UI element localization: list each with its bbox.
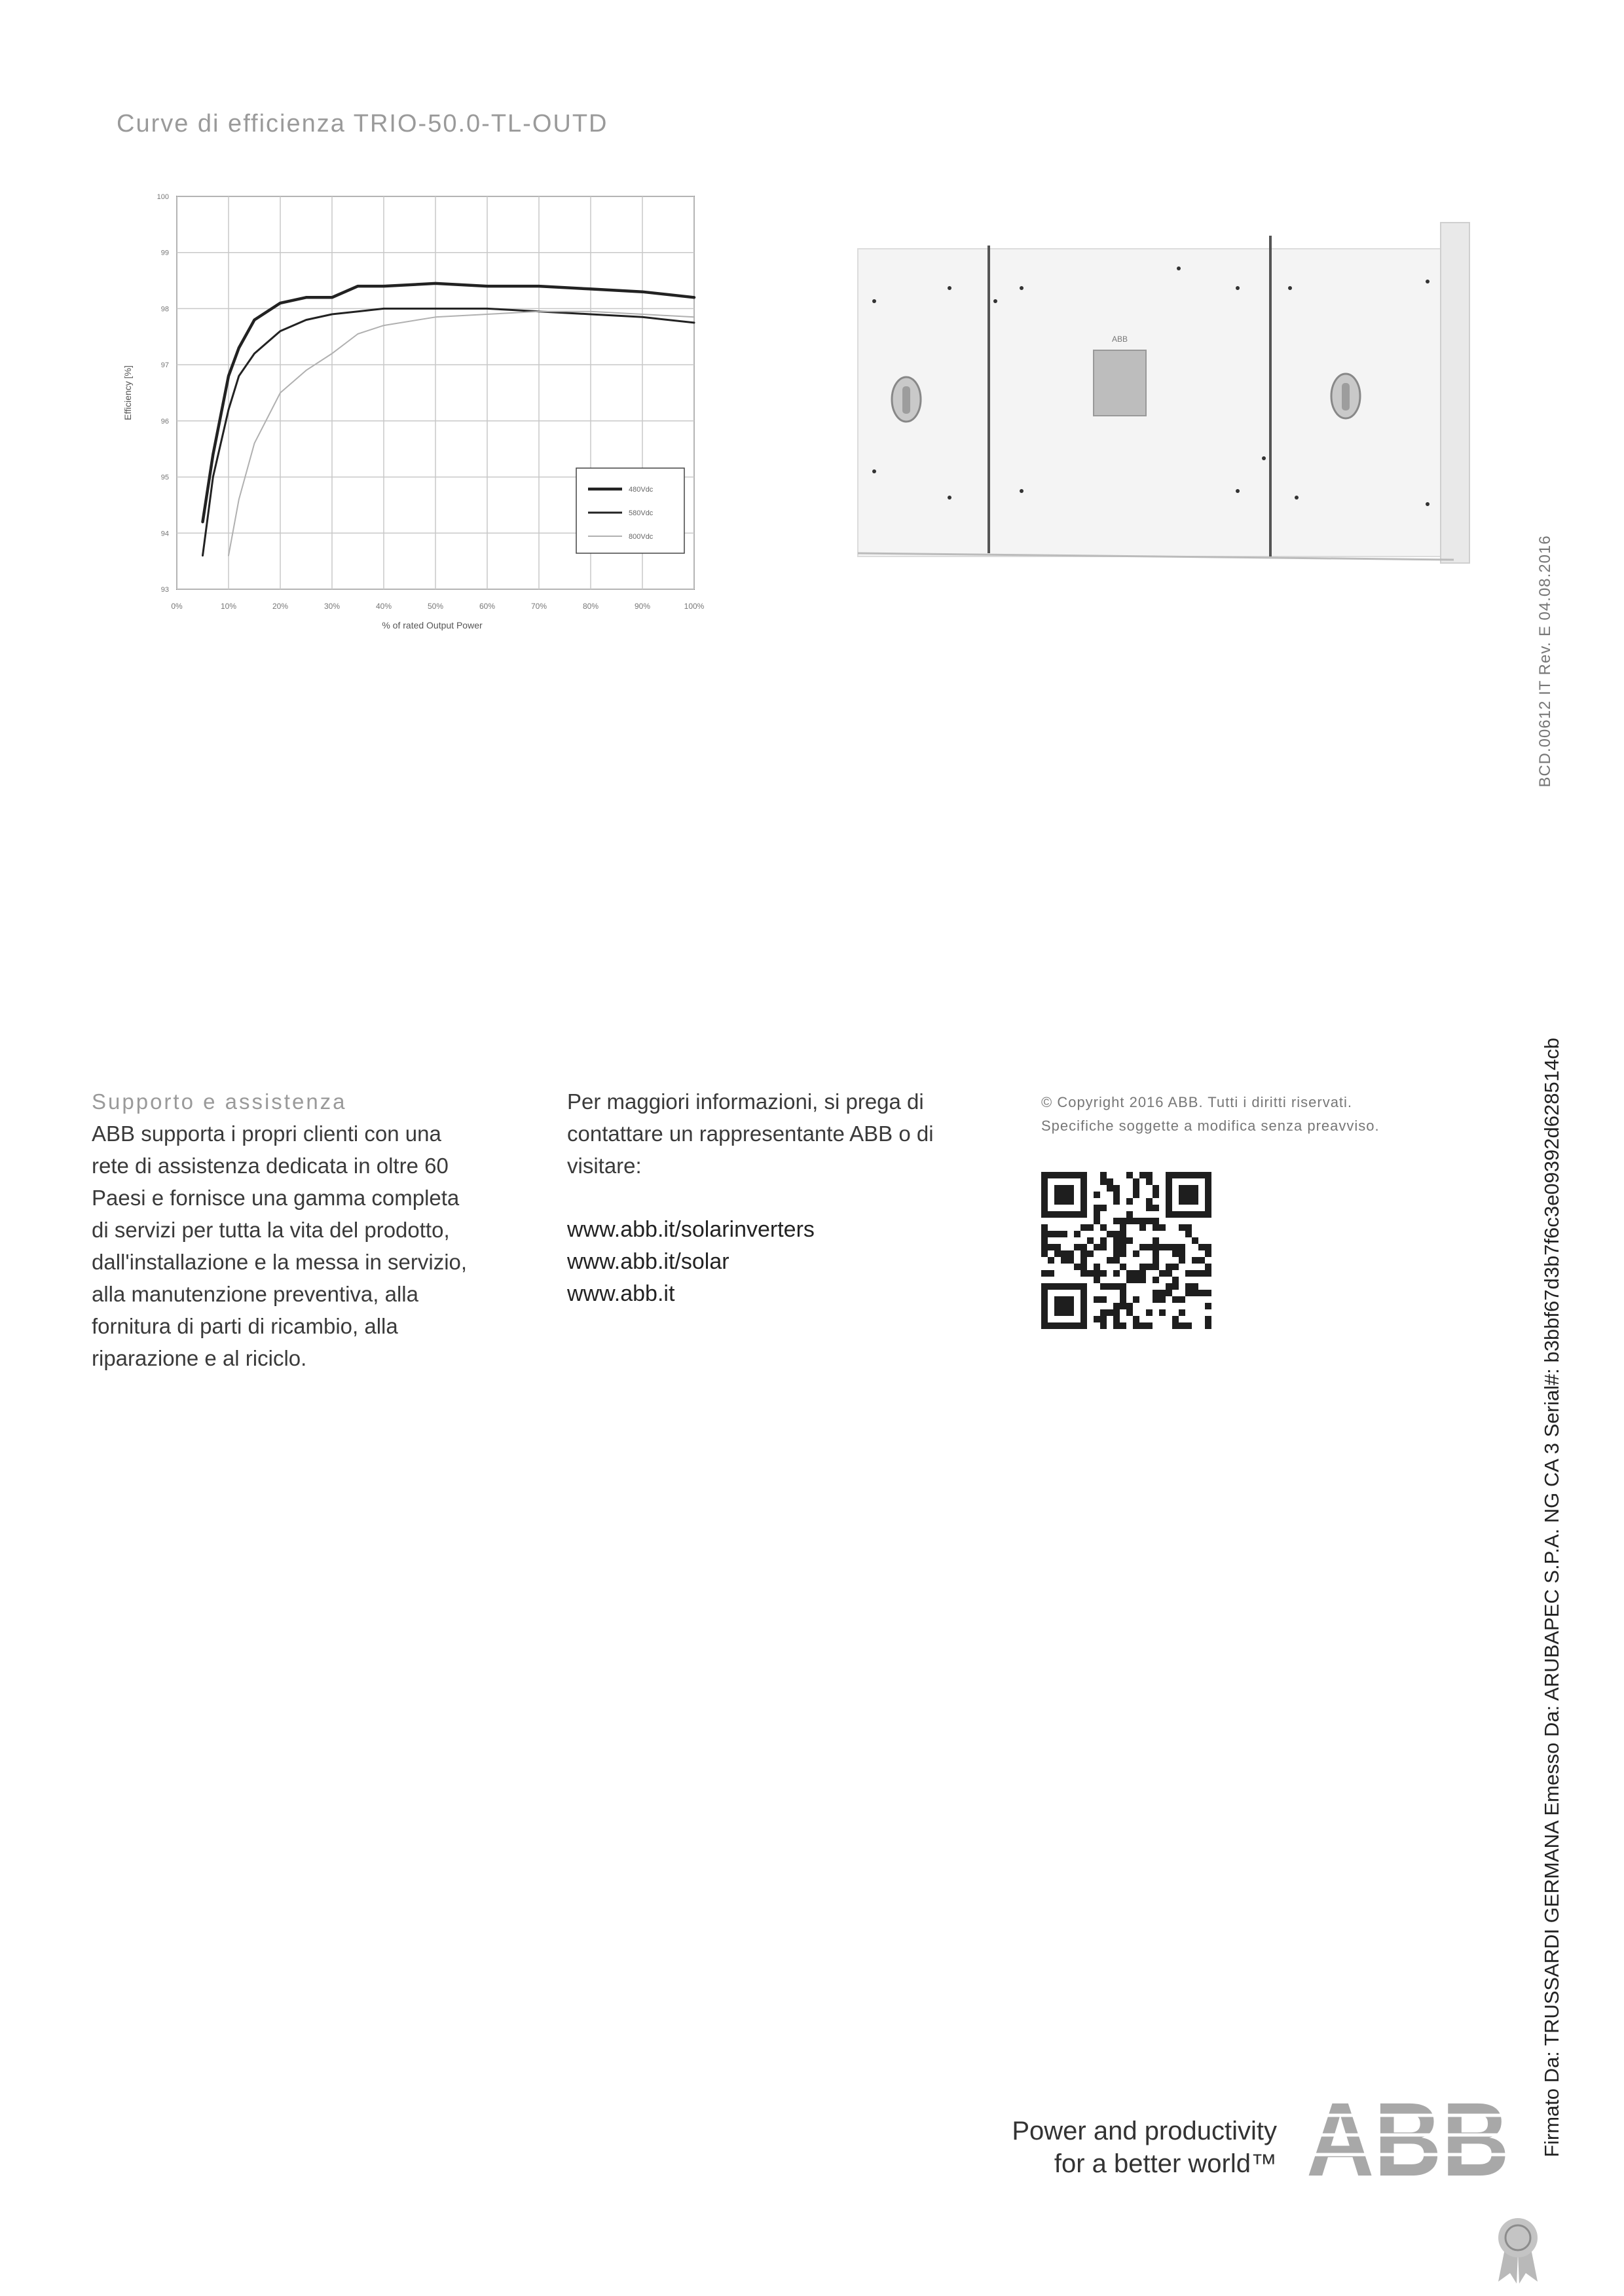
disclaimer-line: Specifiche soggette a modifica senza preavviso. xyxy=(1041,1118,1380,1134)
tagline-line-2: for a better world™ xyxy=(1054,2149,1277,2178)
support-line: riparazione e al riciclo. xyxy=(92,1346,307,1370)
qr-code-icon xyxy=(1041,1172,1211,1329)
x-tick-label: 60% xyxy=(479,602,496,611)
svg-text:ABB: ABB xyxy=(1111,335,1128,344)
x-tick-label: 0% xyxy=(171,602,183,611)
support-line: fornitura di parti di ricambio, alla xyxy=(92,1314,398,1338)
y-tick-label: 99 xyxy=(160,249,169,257)
url-abb[interactable]: www.abb.it xyxy=(567,1281,675,1306)
x-tick-label: 40% xyxy=(375,602,392,611)
support-line: dall'installazione e la messa in servizio, xyxy=(92,1250,468,1274)
legend-entry: 480Vdc xyxy=(629,486,654,494)
y-tick-label: 97 xyxy=(160,361,169,370)
copyright-line: © Copyright 2016 ABB. Tutti i diritti riservati. xyxy=(1041,1094,1353,1110)
abb-logo xyxy=(1303,2092,1513,2183)
y-tick-label: 96 xyxy=(160,417,169,426)
y-tick-label: 95 xyxy=(160,473,169,482)
support-line: di servizi per tutta la vita del prodotto, xyxy=(92,1218,450,1242)
tagline xyxy=(910,2115,1277,2180)
info-line: Per maggiori informazioni, si prega di xyxy=(567,1089,924,1114)
info-line: visitare: xyxy=(567,1154,642,1178)
info-line: contattare un rappresentante ABB o di xyxy=(567,1121,934,1146)
support-line: rete di assistenza dedicata in oltre 60 xyxy=(92,1154,449,1178)
y-tick-label: 100 xyxy=(157,193,169,201)
digital-signature xyxy=(1526,1038,1578,2157)
inverter-photo xyxy=(838,210,1486,576)
tagline-line-1: Power and productivity xyxy=(1012,2117,1277,2145)
y-tick-label: 98 xyxy=(160,305,169,314)
signature-text: Firmato Da: TRUSSARDI GERMANA Emesso Da: ARUBAPEC S.P.A. NG CA 3 Serial#: b3bbf67d3b7f6c3e09392d628514cb xyxy=(1540,1038,1563,2157)
ribbon-seal-icon xyxy=(1485,2213,1551,2285)
support-line: alla manutenzione preventiva, alla xyxy=(92,1282,418,1306)
document-code-text: BCD.00612 IT Rev. E 04.08.2016 xyxy=(1536,535,1554,788)
efficiency-chart xyxy=(98,183,779,655)
x-tick-label: 80% xyxy=(582,602,599,611)
y-tick-label: 93 xyxy=(160,586,169,594)
url-solarinverters[interactable]: www.abb.it/solarinverters xyxy=(567,1217,815,1242)
support-line: Paesi e fornisce una gamma completa xyxy=(92,1186,460,1210)
info-section xyxy=(567,1085,986,1310)
x-tick-label: 20% xyxy=(272,602,289,611)
abb-logo-text: ABB xyxy=(1306,2092,1509,2183)
x-axis-label: % of rated Output Power xyxy=(382,620,483,630)
support-line: ABB supporta i propri clienti con una xyxy=(92,1121,441,1146)
legend-entry: 580Vdc xyxy=(629,509,654,517)
x-tick-label: 90% xyxy=(634,602,651,611)
chart-legend xyxy=(576,468,684,553)
document-code xyxy=(1526,511,1565,812)
legend-entry: 800Vdc xyxy=(629,533,654,541)
handle-right-icon xyxy=(1331,374,1360,418)
x-tick-label: 50% xyxy=(427,602,444,611)
x-tick-label: 30% xyxy=(323,602,341,611)
copyright-notice xyxy=(1041,1091,1513,1138)
x-tick-label: 100% xyxy=(684,602,705,611)
handle-left-icon xyxy=(892,377,921,422)
y-tick-label: 94 xyxy=(160,530,169,538)
chart-title: Curve di efficienza TRIO-50.0-TL-OUTD xyxy=(117,110,608,137)
x-tick-label: 10% xyxy=(220,602,237,611)
support-section xyxy=(92,1085,517,1374)
support-heading: Supporto e assistenza xyxy=(92,1089,347,1114)
x-tick-label: 70% xyxy=(530,602,547,611)
url-solar[interactable]: www.abb.it/solar xyxy=(567,1249,729,1274)
y-axis-label: Efficiency [%] xyxy=(122,365,133,420)
url-list xyxy=(567,1214,986,1310)
